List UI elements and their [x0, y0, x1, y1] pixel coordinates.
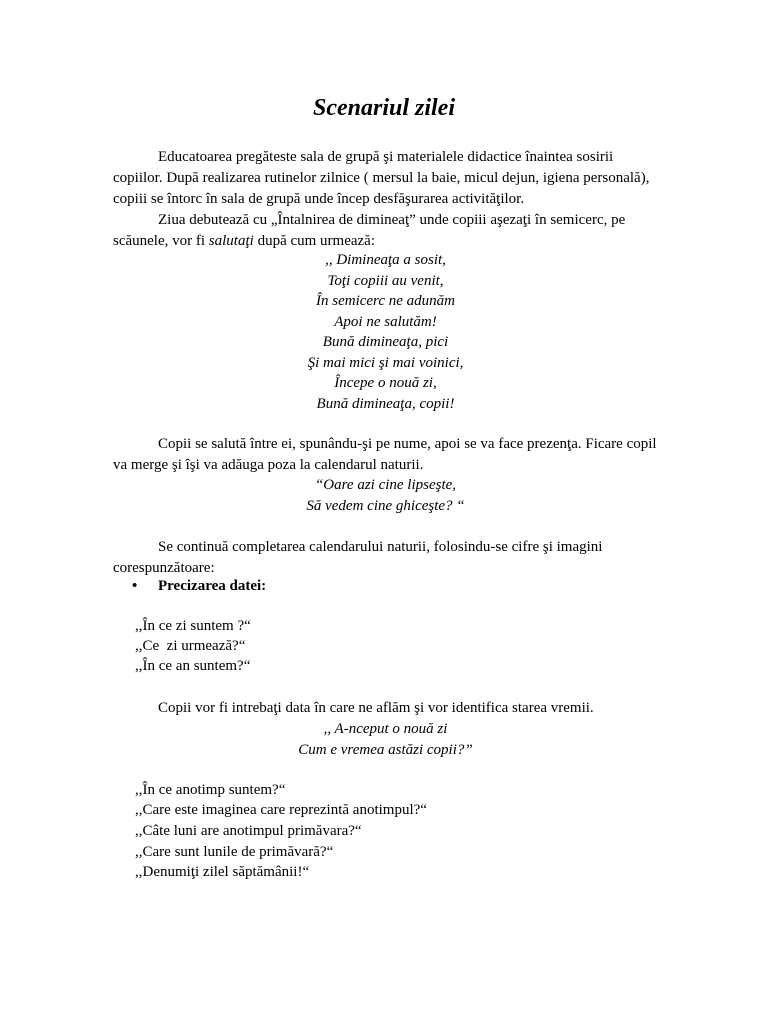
bullet-item	[132, 576, 266, 597]
question-line: ,,Care sunt lunile de primăvară?“	[135, 844, 334, 860]
question-line: ,,Ce zi urmează?“	[135, 638, 246, 654]
paragraph-text: după cum urmează:	[253, 233, 376, 249]
question-line: ,,Care este imaginea care reprezintă anotimpul?“	[135, 802, 427, 818]
poem-line: Bună dimineaţa, copii!	[316, 395, 455, 412]
page-title: Scenariul zilei	[312, 95, 456, 121]
poem-line: ,, Dimineaţa a sosit,	[325, 252, 446, 268]
bullet-label: Precizarea datei:	[158, 578, 267, 594]
poem-line: Să vedem cine ghiceşte? “	[306, 497, 465, 514]
poem-line: “Oare azi cine lipseşte,	[314, 477, 457, 493]
poem-line: În semicerc ne adunăm	[316, 293, 455, 309]
question-line: ,,Denumiţi zilel săptămânii!“	[135, 864, 310, 880]
question-line: ,,În ce zi suntem ?“	[135, 618, 251, 634]
poem-line: Toţi copiii au venit,	[327, 272, 444, 289]
question-line: ,,În ce an suntem?“	[135, 658, 251, 674]
question-line: ,,Câte luni are anotimpul primăvara?“	[135, 823, 362, 839]
question-line: ,,În ce anotimp suntem?“	[135, 782, 286, 798]
poem-line: Bună dimineaţa, pici	[322, 334, 449, 350]
paragraph-weather: Copii vor fi intrebaţi data în care ne aflăm şi vor identifica starea vremii.	[158, 700, 594, 716]
poem-line: Apoi ne salutăm!	[334, 313, 437, 330]
poem-line: ,, A-nceput o nouă zi	[323, 721, 448, 737]
poem-line: Şi mai mici şi mai voinici,	[307, 354, 464, 371]
bullet-icon: •	[132, 578, 138, 594]
poem-line: Cum e vremea astăzi copii?”	[298, 741, 473, 758]
paragraph-attendance: Copii se salută între ei, spunându-şi pe nume, apoi se va face prezenţa. Ficare copil va merge şi îşi va adăuga poza la calendarul naturii.	[113, 436, 657, 473]
paragraph-text: Ziua debutează cu „Întalnirea de dimineaţ” unde copiii aşezaţi în semicerc, pe scăunele, vor fi	[113, 212, 626, 249]
paragraph-morning-meeting	[113, 210, 658, 252]
emphasis-text: salutaţi	[208, 233, 254, 249]
poem-line: Începe o nouă zi,	[334, 375, 437, 391]
paragraph-intro: Educatoarea pregăteste sala de grupă şi materialele didactice înaintea sosirii copiilor. După realizarea rutinelor zilnice ( mersul la baie, micul dejun, igiena personală), copiii se întorc în sala de grupă unde încep desfăşurarea activităţilor.	[113, 149, 650, 207]
paragraph-calendar: Se continuă completarea calendarului naturii, folosindu-se cifre şi imagini corespunzătoare:	[113, 539, 603, 576]
